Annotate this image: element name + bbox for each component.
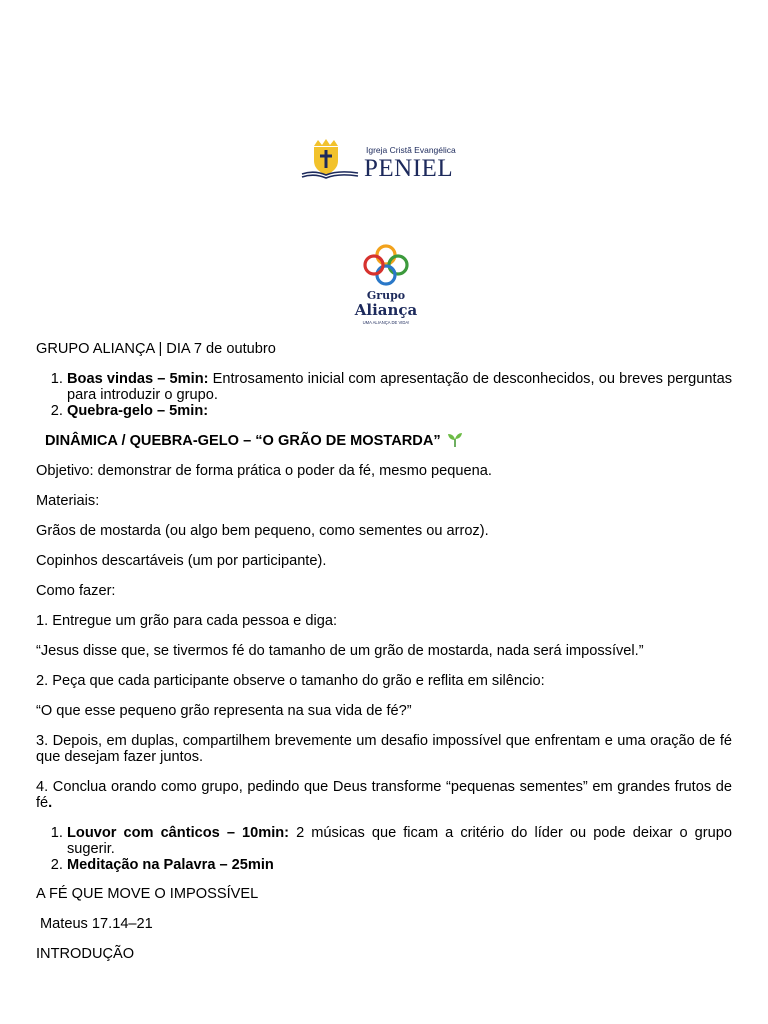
- materials-label: Materiais:: [36, 493, 100, 509]
- group-heading: GRUPO ALIANÇA | DIA 7 de outubro: [36, 341, 276, 357]
- svg-text:UMA ALIANÇA DE VIDA!: UMA ALIANÇA DE VIDA!: [362, 320, 410, 325]
- step-4-end: .: [48, 795, 53, 811]
- objective-paragraph: Objetivo: demonstrar de forma prática o poder da fé, mesmo pequena.: [36, 463, 492, 479]
- agenda-item-title: Quebra-gelo – 5min:: [67, 403, 209, 419]
- seedling-icon: [447, 432, 463, 447]
- agenda-item-welcome: [67, 371, 732, 403]
- document-body: [36, 341, 732, 976]
- agenda-item-icebreaker: [67, 403, 732, 419]
- agenda-item-title: Boas vindas – 5min:: [67, 371, 209, 387]
- section-introduction: INTRODUÇÃO: [36, 946, 135, 962]
- svg-text:PENIEL: PENIEL: [364, 155, 454, 181]
- materials-item-cups: Copinhos descartáveis (um por participante).: [36, 553, 327, 569]
- sermon-title: A FÉ QUE MOVE O IMPOSSÍVEL: [36, 886, 259, 902]
- crown-shield-icon: [314, 139, 338, 175]
- agenda-item-text: 2 músicas que ficam a critério do líder ou pode deixar o grupo sugerir.: [67, 825, 733, 857]
- step-4: [36, 779, 732, 811]
- dynamic-title-text: DINÂMICA / QUEBRA-GELO – “O GRÃO DE MOSTARDA”: [45, 433, 441, 449]
- how-to-label: Como fazer:: [36, 583, 116, 599]
- peniel-church-logo: [300, 137, 470, 181]
- svg-text:Grupo: Grupo: [366, 289, 406, 302]
- agenda-item-title: Meditação na Palavra – 25min: [67, 857, 274, 873]
- agenda-list-1: [36, 371, 732, 419]
- step-3: 3. Depois, em duplas, compartilhem brevemente um desafio impossível que enfrentam e uma oração de fé que desejam fazer juntos.: [36, 733, 732, 765]
- step-2: 2. Peça que cada participante observe o tamanho do grão e reflita em silêncio:: [36, 673, 545, 689]
- interlocking-rings-icon: [365, 246, 407, 284]
- step-1-quote: “Jesus disse que, se tivermos fé do tamanho de um grão de mostarda, nada será impossível.”: [36, 643, 644, 659]
- grupo-alianca-logo: [352, 243, 420, 327]
- agenda-item-worship: [67, 825, 732, 857]
- agenda-item-meditation: [67, 857, 732, 873]
- agenda-item-title: Louvor com cânticos – 10min:: [67, 825, 290, 841]
- step-2-quote: “O que esse pequeno grão representa na sua vida de fé?”: [36, 703, 412, 719]
- materials-item-seeds: Grãos de mostarda (ou algo bem pequeno, como sementes ou arroz).: [36, 523, 489, 539]
- step-1: 1. Entregue um grão para cada pessoa e diga:: [36, 613, 337, 629]
- svg-text:Aliança: Aliança: [354, 301, 418, 319]
- agenda-item-text: Entrosamento inicial com apresentação de desconhecidos, ou breves perguntas para introduzir o grupo.: [67, 371, 732, 403]
- open-book-icon: [302, 172, 358, 178]
- agenda-list-2: [36, 825, 732, 873]
- scripture-reference: Mateus 17.14–21: [40, 916, 153, 932]
- dynamic-title: [45, 432, 732, 449]
- step-4-text: 4. Conclua orando como grupo, pedindo que Deus transforme “pequenas sementes” em grandes frutos de fé: [36, 779, 732, 811]
- svg-text:Igreja Cristã Evangélica: Igreja Cristã Evangélica: [366, 145, 456, 155]
